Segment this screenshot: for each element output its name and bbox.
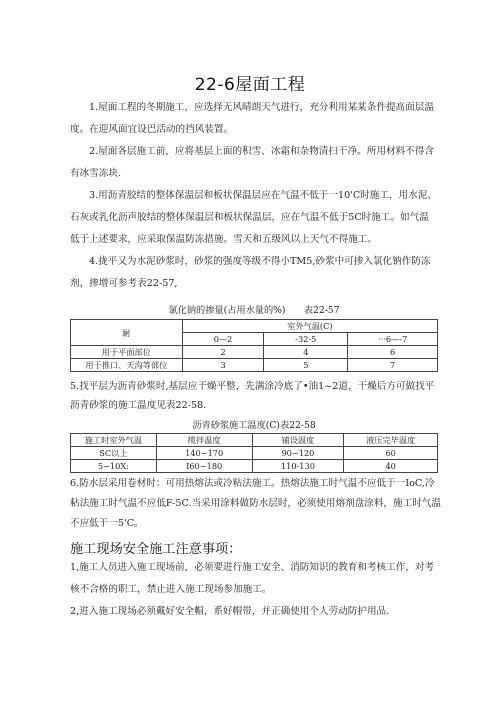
table2-column-header: 缆拌温度 (156, 434, 252, 447)
table1-cell: 7 (348, 359, 438, 372)
paragraph-4: 4.拢平又为水泥砂浆时，砂浆的强度等级不得小TM5,砂浆中可掺入氯化钠作防冻剂，掺增可参考表22-57, (70, 256, 431, 289)
table1-cell: 6 (348, 346, 438, 359)
paragraph-3: 3.用沥青胶结的整体保温层和板状保温层应在气温不低于一10'C时施工，用水泥、石灰或乳化沥声胶结的整体保温层和板状保温层，应在气温不低于5C时施工。如气温低于上述要求，应采取保温防冻措施。雪天和五级风以上天气不得施工。 (70, 190, 437, 245)
table2-cell: 140~170 (156, 447, 252, 460)
table2-cell: 5~10X: (71, 460, 157, 473)
table1-cell: 5 (264, 359, 348, 372)
table-row (71, 447, 438, 460)
table2-cell: 60 (344, 447, 438, 460)
table-row (71, 359, 438, 372)
table-22-58 (70, 433, 438, 473)
table2-cell: 90~120 (252, 447, 344, 460)
paragraph-1: 1.屋面工程的冬期施工，应选择无风晴朗天气进行，充分利用某某条件提高面层温度。在迎风面宜设巴活动的挡风装置。 (70, 102, 434, 135)
table-22-57 (70, 319, 438, 372)
table1-header-group: 室外气温(C) (182, 320, 437, 333)
table-row (71, 460, 438, 473)
table1-cell: 3 (182, 359, 264, 372)
table1-cell: 2 (182, 346, 264, 359)
table1-column-header: 0—2 (182, 333, 264, 346)
document-title: 22-6屋面工程 (194, 75, 306, 95)
paragraph-2: 2.屋面各层施工前，应将基层上面的积雪、冰霜和杂物清扫干净。所用材料不得含有冰雪冻块. (70, 146, 434, 179)
table2-column-header: 施工时室外气温 (71, 434, 157, 447)
section-heading: 施工现场安全施工注意事项： (70, 542, 242, 557)
table1-column-header: ···6—-7 (348, 333, 438, 346)
table1-row-label: 用于推口、天沟等部位 (71, 359, 183, 372)
table1-column-header: -32-5 (264, 333, 348, 346)
table1-header-left: 耐 (71, 320, 183, 346)
table2-column-header: 液压完毕温度 (344, 434, 438, 447)
paragraph-5: 5.找平层为沥青砂浆时,基层应干燥平整，先满涂冷底了•油1~2道，干燥后方可做找平沥青砂浆的施工温度见表22-58. (70, 381, 435, 411)
table1-cell: 4 (264, 346, 348, 359)
table1-caption: 氯化钠的掺量(占用水量的%) 表22-57 (168, 305, 340, 316)
table-row (71, 346, 438, 359)
table2-cell: 40 (344, 460, 438, 473)
table1-row-label: 用于平面部位 (71, 346, 183, 359)
table2-column-header: 铺设温度 (252, 434, 344, 447)
table2-cell: SC以上 (71, 447, 157, 460)
paragraph-6: 6.防水层采用卷材时：可用热熔法或冷粘法施工。热熔法施工时气温不应低于一IoC,冷粘法施工时气温不应低F-5C.当采用涂料做防水层时，必须使用熔剂盘涂料，施工时气温不应低于一5'C。 (70, 478, 441, 529)
table2-caption: 沥青砂浆施工温度(C)表22-58 (192, 420, 316, 431)
safety-item-1: 1,施工人员进入施工现场前，必须要进行施工安全、消防知识的教育和考核工作，对考核不合格的职工，禁止进入施工现场参加施工。 (70, 562, 435, 595)
table2-cell: I60~180 (156, 460, 252, 473)
table2-cell: 110-130 (252, 460, 344, 473)
safety-item-2: 2,进入施工现场必须戴好安全帽，系好帽带，并正确使用个人劳动防护用品. (70, 606, 390, 617)
